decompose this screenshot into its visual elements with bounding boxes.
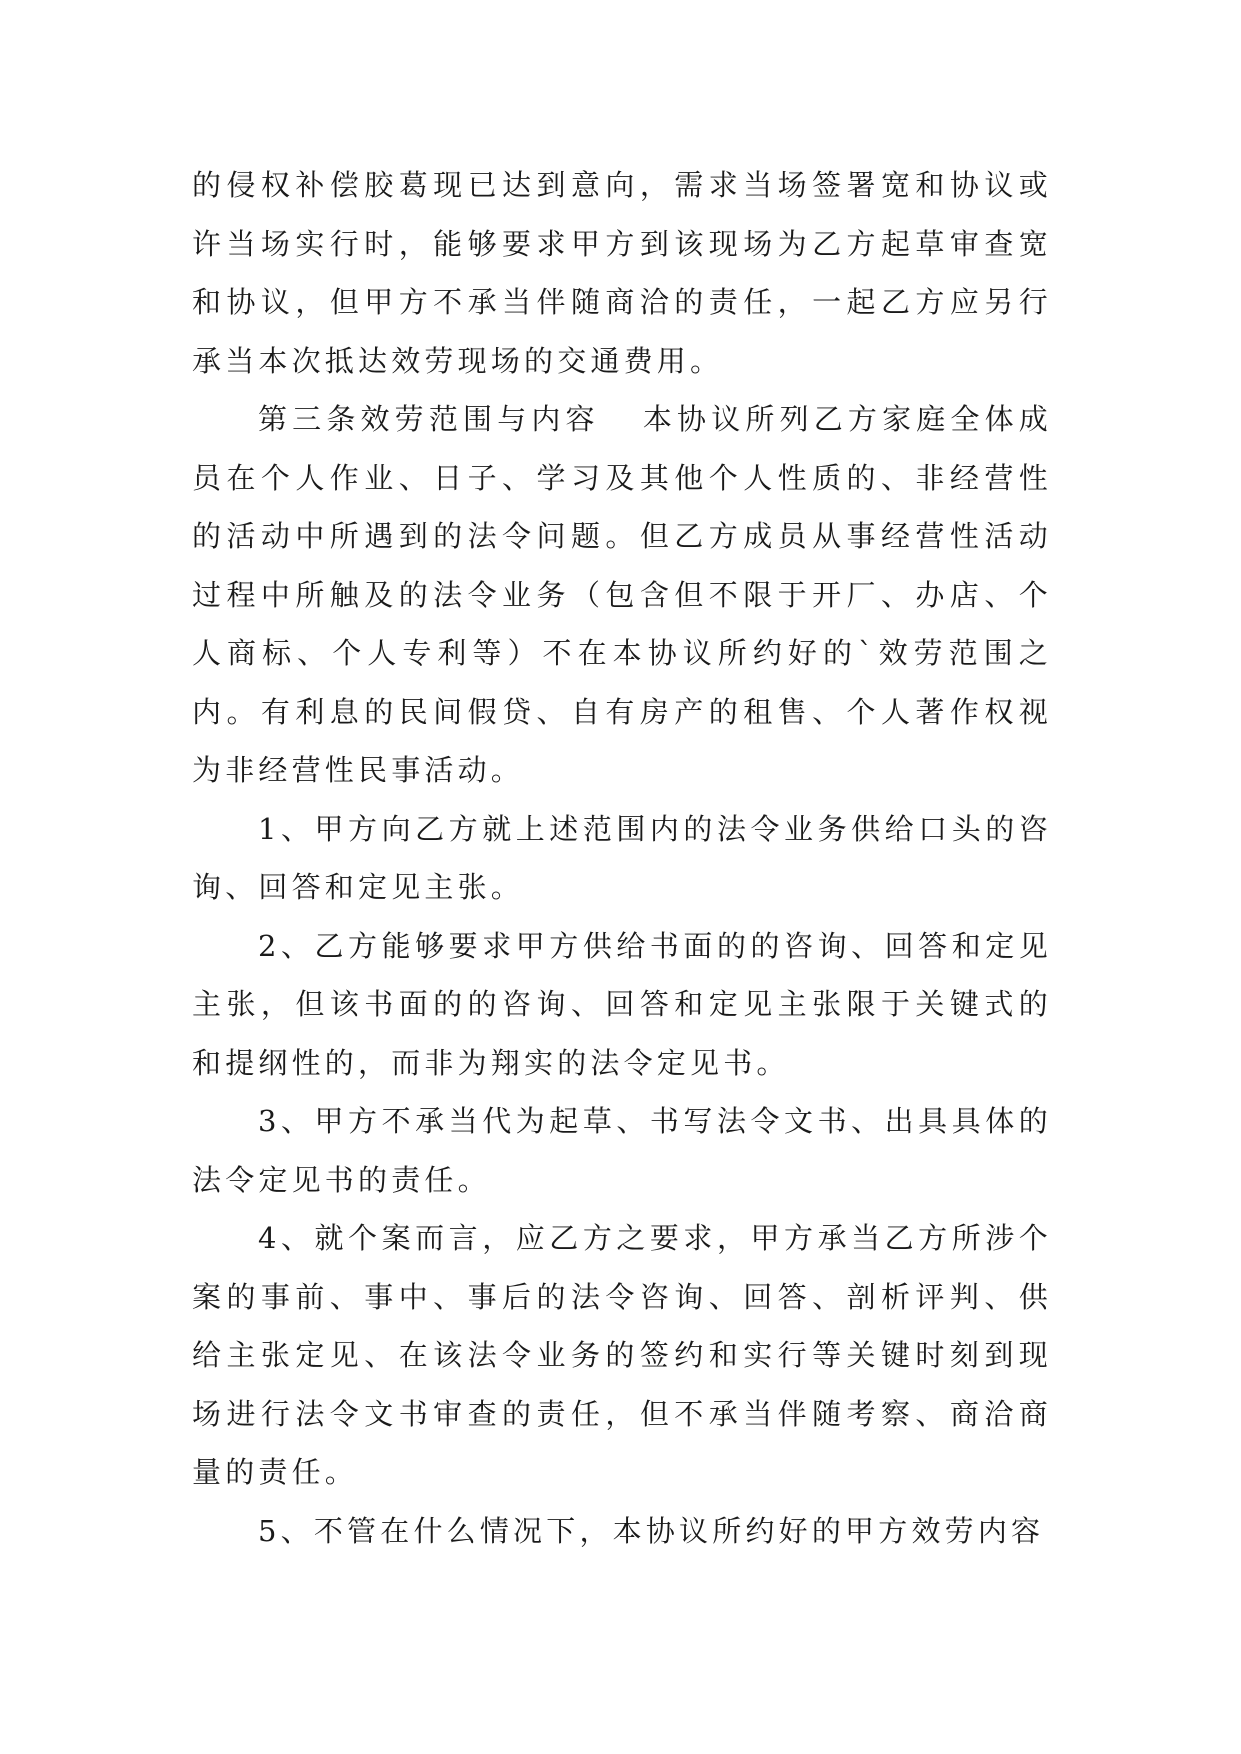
document-body: [192, 156, 1052, 1560]
paragraph-6: 4、就个案而言，应乙方之要求，甲方承当乙方所涉个案的事前、事中、事后的法令咨询、回答、剖析评判、供给主张定见、在该法令业务的签约和实行等关键时刻到现场进行法令文书审查的责任，但不承当伴随考察、商洽商量的责任。: [192, 1221, 1052, 1489]
paragraph-2-text: 本协议所列乙方家庭全体成员在个人作业、日子、学习及其他个人性质的、非经营性的活动中所遇到的法令问题。但乙方成员从事经营性活动过程中所触及的法令业务（包含但不限于开厂、办店、个人商标、个人专利等）不在本协议所约好的`效劳范围之内。有利息的民间假贷、自有房产的租售、个人著作权视为非经营性民事活动。: [192, 402, 1052, 787]
paragraph-3: 1、甲方向乙方就上述范围内的法令业务供给口头的咨询、回答和定见主张。: [192, 811, 1052, 904]
paragraph-4: 2、乙方能够要求甲方供给书面的的咨询、回答和定见主张，但该书面的的咨询、回答和定见主张限于关键式的和提纲性的，而非为翔实的法令定见书。: [192, 928, 1052, 1080]
paragraph-5: 3、甲方不承当代为起草、书写法令文书、出具具体的法令定见书的责任。: [192, 1104, 1052, 1197]
paragraph-1: 的侵权补偿胶葛现已达到意向，需求当场签署宽和协议或许当场实行时，能够要求甲方到该现场为乙方起草审查宽和协议，但甲方不承当伴随商洽的责任，一起乙方应另行承当本次抵达效劳现场的交通费用。: [192, 168, 1052, 378]
paragraph-2: [192, 390, 1052, 800]
article-heading: 第三条效劳范围与内容: [258, 402, 600, 436]
paragraph-7: 5、不管在什么情况下，本协议所约好的甲方效劳内容: [258, 1513, 1045, 1548]
